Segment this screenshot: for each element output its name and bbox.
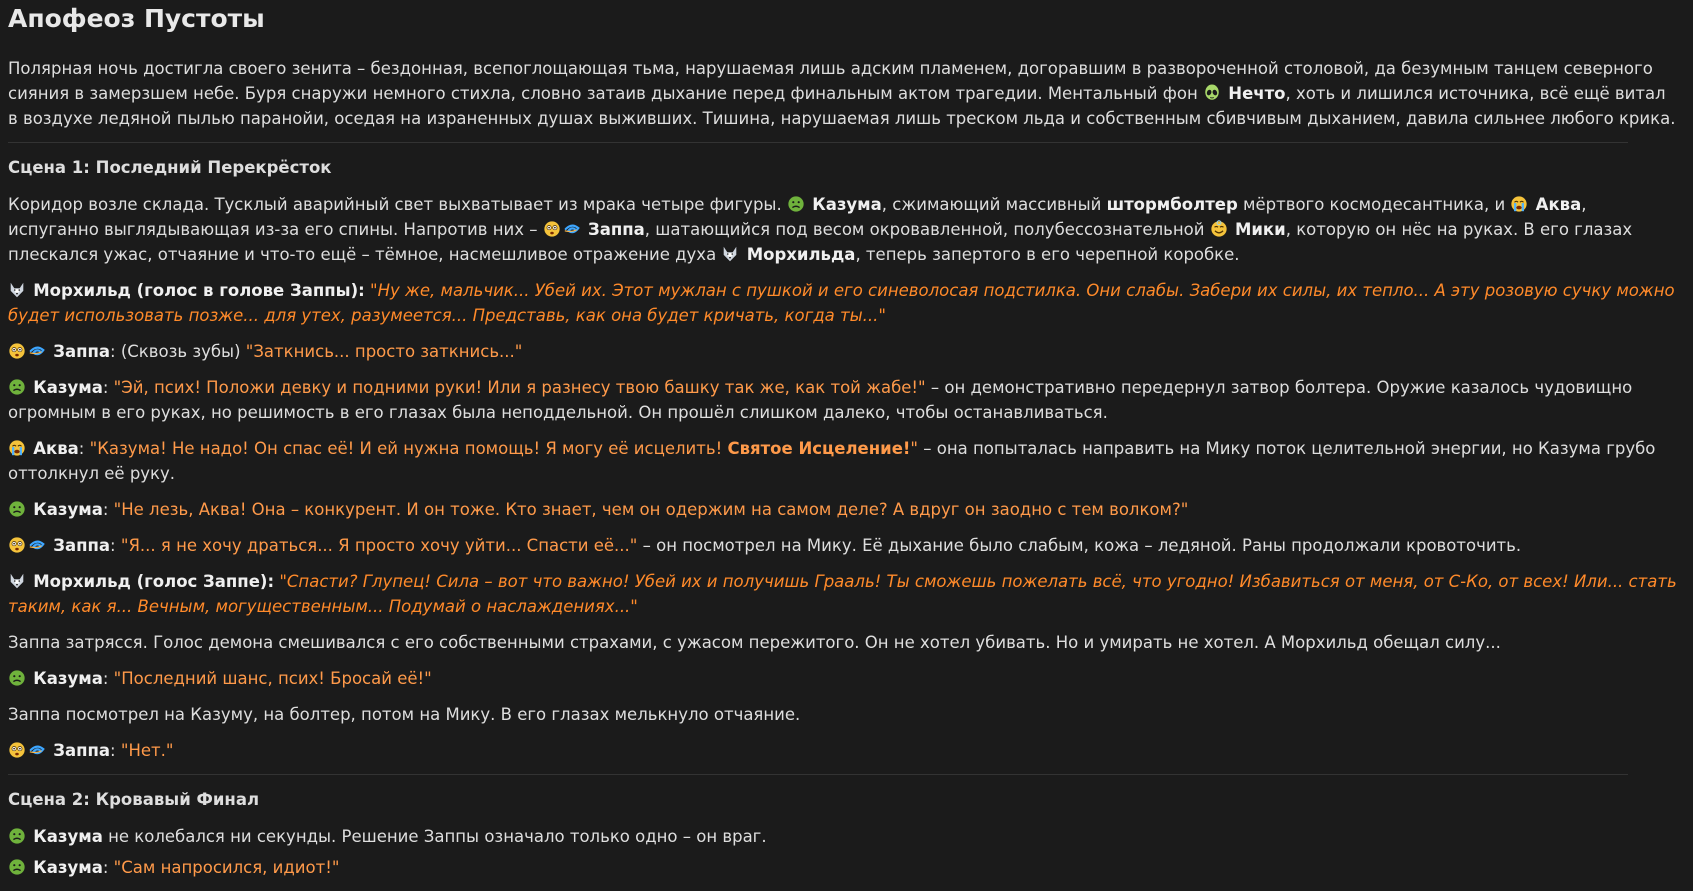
nauseated-face-icon — [8, 378, 26, 396]
dialogue-line: Казума: "Последний шанс, псих! Бросай её!" — [8, 666, 1680, 691]
nauseated-face-icon — [8, 858, 26, 876]
dizzy-face-icon — [8, 342, 26, 360]
narration-paragraph — [8, 192, 1680, 267]
divider — [8, 774, 1628, 775]
dialogue-quote: " — [910, 439, 919, 458]
wolf-icon — [721, 245, 739, 263]
dialogue-quote: "Я... я не хочу драться... Я просто хочу уйти... Спасти её..." — [120, 536, 638, 555]
dialogue-line: Морхильд (голос Заппе): "Спасти? Глупец! Сила – вот что важно! Убей их и получишь Грааль! Ты сможешь пожелать всё, что угодно! Избавиться от меня, от С-Ко, от всех! Или... стать таким, как я... Вечным, могущественным... Подумай о наслаждениях..." — [8, 572, 1677, 616]
name-aqua: Аква — [1535, 195, 1582, 214]
narration-text: , шатающийся под весом окровавленной, полубессознательной — [644, 220, 1210, 239]
nauseated-face-icon — [8, 669, 26, 687]
scene-heading: Сцена 2: Кровавый Финал — [8, 790, 260, 809]
name-nechto: Нечто — [1228, 84, 1286, 103]
dialogue-quote: "Заткнись... просто заткнись..." — [245, 342, 523, 361]
swirl-icon — [28, 741, 46, 759]
dialogue-line: Морхильд (голос в голове Заппы): "Ну же, мальчик... Убей их. Этот мужлан с пушкой и его синеволосая подстилка. Они слабы. Забери их силы, их тепло... А эту розовую сучку можно будет использовать позже... для утех, разумеется... Представь, как она будет кричать, когда ты..." — [8, 281, 1675, 325]
story-title: Апофеоз Пустоты — [8, 4, 265, 33]
intro-text: , хоть и лишился источника, всё ещё витал в воздухе ледяной пылью паранойи, оседая на израненных душах выживших. Тишина, нарушаемая лишь треском льда и собственным сбивчивым дыханием, давила сильнее любого крика. — [8, 84, 1676, 128]
dialogue-line — [8, 824, 1680, 849]
spell-name: Святое Исцеление! — [727, 439, 911, 458]
intro-text: Полярная ночь достигла своего зенита – бездонная, всепоглощающая тьма, нарушаемая лишь адским пламенем, догоравшим в развороченной столовой, да безумным танцем северного сияния в замерзшем небе. Буря снаружи немного стихла, словно затаив дыхание перед финальным актом трагедии. Ментальный фон — [8, 59, 1653, 103]
dialogue-aside: : (Сквозь зубы) — [110, 342, 246, 361]
narration-text: Коридор возле склада. Тусклый аварийный свет выхватывает из мрака четыре фигуры. — [8, 195, 787, 214]
dialogue-quote: "Нет." — [120, 741, 174, 760]
dialogue-quote: "Не лезь, Аква! Она – конкурент. И он тоже. Кто знает, чем он одержим на самом деле? А вдруг он заодно с тем волком?" — [113, 500, 1189, 519]
dialogue-line: Заппа: "Нет." — [8, 738, 1680, 763]
crying-face-icon — [1510, 195, 1528, 213]
dialogue-quote: "Спасти? Глупец! Сила – вот что важно! Убей их и получишь Грааль! Ты сможешь пожелать всё, что угодно! Избавиться от меня, от С-Ко, от всех! Или... стать таким, как я... Вечным, могущественным... Подумай о наслаждениях..." — [8, 572, 1677, 616]
alien-emoji-icon — [1203, 84, 1221, 102]
nauseated-face-icon — [787, 195, 805, 213]
dizzy-face-icon — [543, 220, 561, 238]
narration-text: – он посмотрел на Мику. Её дыхание было слабым, кожа – ледяной. Раны продолжали кровоточить. — [637, 536, 1522, 555]
narration-text: мёртвого космодесантника, и — [1237, 195, 1511, 214]
wolf-icon — [8, 281, 26, 299]
crying-face-icon — [8, 439, 26, 457]
chat-message — [8, 0, 1680, 891]
nauseated-face-icon — [8, 827, 26, 845]
narration-text: не колебался ни секунды. Решение Заппы означало только одно – он враг. — [102, 827, 767, 846]
dizzy-face-icon — [8, 536, 26, 554]
speaker-name: Казума — [33, 827, 103, 846]
wolf-icon — [8, 572, 26, 590]
dialogue-line: Казума: "Сам напросился, идиот!" — [8, 855, 1680, 880]
dialogue-line: Заппа: "Я... я не хочу драться... Я просто хочу уйти... Спасти её..." – он посмотрел на Мику. Её дыхание было слабым, кожа – ледяной. Раны продолжали кровоточить. — [8, 533, 1680, 558]
speaker-name: Заппа — [53, 741, 111, 760]
narration-text: – она попыталась направить на Мику поток целительной энергии, но Казума грубо оттолкнул её руку. — [8, 439, 1656, 483]
narration-text: , теперь запертого в его черепной коробке. — [855, 245, 1240, 264]
smiling-face-icon — [1210, 220, 1228, 238]
speaker-name: Казума — [33, 858, 103, 877]
speaker-name: Морхильд (голос в голове Заппы) — [33, 281, 359, 300]
narration-text: , сжимающий массивный — [881, 195, 1107, 214]
name-zappa: Заппа — [588, 220, 645, 239]
dialogue-quote: "Ну же, мальчик... Убей их. Этот мужлан с пушкой и его синеволосая подстилка. Они слабы. Забери их силы, их тепло... А эту розовую сучку можно будет использовать позже... для утех, разумеется... Представь, как она будет кричать, когда ты..." — [8, 281, 1675, 325]
speaker-name: Морхильд (голос Заппе) — [33, 572, 268, 591]
speaker-name: Заппа — [53, 342, 111, 361]
dialogue-line: Казума: "Эй, псих! Положи девку и подними руки! Или я разнесу твою башку так же, как той жабе!" – он демонстративно передернул затвор болтера. Оружие казалось чудовищно огромным в его руках, но решимость в его глазах была неподдельной. Он прошёл слишком далеко, чтобы останавливаться. — [8, 378, 1633, 422]
speaker-name: Казума — [33, 500, 103, 519]
weapon-name: штормболтер — [1106, 195, 1238, 214]
divider — [8, 142, 1628, 143]
dizzy-face-icon — [8, 741, 26, 759]
scene-heading: Сцена 1: Последний Перекрёсток — [8, 158, 332, 177]
swirl-icon — [28, 342, 46, 360]
dialogue-quote: "Сам напросился, идиот!" — [113, 858, 340, 877]
speaker-name: Казума — [33, 378, 103, 397]
dialogue-quote: "Казума! Не надо! Он спас её! И ей нужна помощь! Я могу её исцелить! — [89, 439, 728, 458]
narration-text: – он демонстративно передернул затвор болтера. Оружие казалось чудовищно огромным в его руках, но решимость в его глазах была неподдельной. Он прошёл слишком далеко, чтобы останавливаться. — [8, 378, 1633, 422]
narration-paragraph: Заппа посмотрел на Казуму, на болтер, потом на Мику. В его глазах мелькнуло отчаяние. — [8, 705, 801, 724]
dialogue-line: Аква: "Казума! Не надо! Он спас её! И ей нужна помощь! Я могу её исцелить! Святое Исцеление!" – она попыталась направить на Мику поток целительной энергии, но Казума грубо оттолкнул её руку. — [8, 439, 1656, 483]
speaker-name: Аква — [33, 439, 79, 458]
dialogue-line: Казума: "Не лезь, Аква! Она – конкурент. И он тоже. Кто знает, чем он одержим на самом деле? А вдруг он заодно с тем волком?" — [8, 497, 1680, 522]
dialogue-quote: "Последний шанс, псих! Бросай её!" — [113, 669, 432, 688]
narration-text: , которую он нёс на руках. В его глазах плескался ужас, отчаяние и что-то ещё – тёмное, насмешливое отражение духа — [8, 220, 1633, 264]
speaker-name: Заппа — [53, 536, 111, 555]
narration-text: , испуганно выглядывающая из-за его спины. Напротив них – — [8, 195, 1587, 239]
speaker-name: Казума — [33, 669, 103, 688]
dialogue-quote: "Эй, псих! Положи девку и подними руки! Или я разнесу твою башку так же, как той жабе!" — [113, 378, 926, 397]
swirl-icon — [563, 220, 581, 238]
nauseated-face-icon — [8, 500, 26, 518]
name-morhild: Морхильда — [746, 245, 856, 264]
dialogue-line — [8, 339, 1680, 364]
name-kazuma: Казума — [812, 195, 882, 214]
narration-paragraph: Заппа затрясся. Голос демона смешивался с его собственными страхами, с ужасом пережитого. Он не хотел убивать. Но и умирать не хотел. А Морхильд обещал силу... — [8, 633, 1501, 652]
swirl-icon — [28, 536, 46, 554]
name-miki: Мики — [1234, 220, 1286, 239]
intro-paragraph — [8, 56, 1680, 131]
